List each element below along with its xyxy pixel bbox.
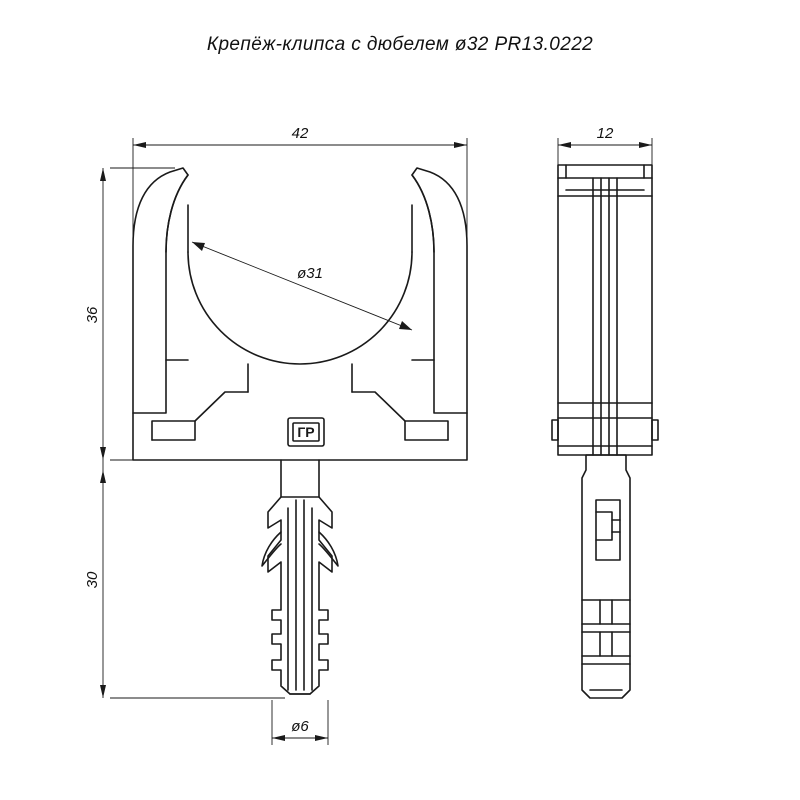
dimension-length-30 (100, 460, 285, 698)
front-view-dowel (262, 460, 338, 694)
dimension-label-height-36: 36 (84, 306, 101, 324)
dimension-label-side-width-12: 12 (596, 125, 614, 142)
front-view-clip-body (133, 168, 467, 460)
dimension-label-length-30: 30 (84, 571, 101, 589)
page-title: Крепёж-клипса с дюбелем ø32 PR13.0222 (206, 34, 594, 55)
brand-logo-text: ГР (297, 424, 315, 440)
dimension-label-diameter-6: ø6 (291, 718, 309, 735)
dimension-label-width-42: 42 (291, 125, 309, 142)
side-view-dowel (582, 455, 630, 698)
dimension-diameter-31 (192, 242, 412, 330)
dimension-width-12 (558, 138, 652, 172)
dimension-label-diameter-31: ø31 (297, 265, 323, 282)
side-view-clip-body (552, 165, 658, 455)
